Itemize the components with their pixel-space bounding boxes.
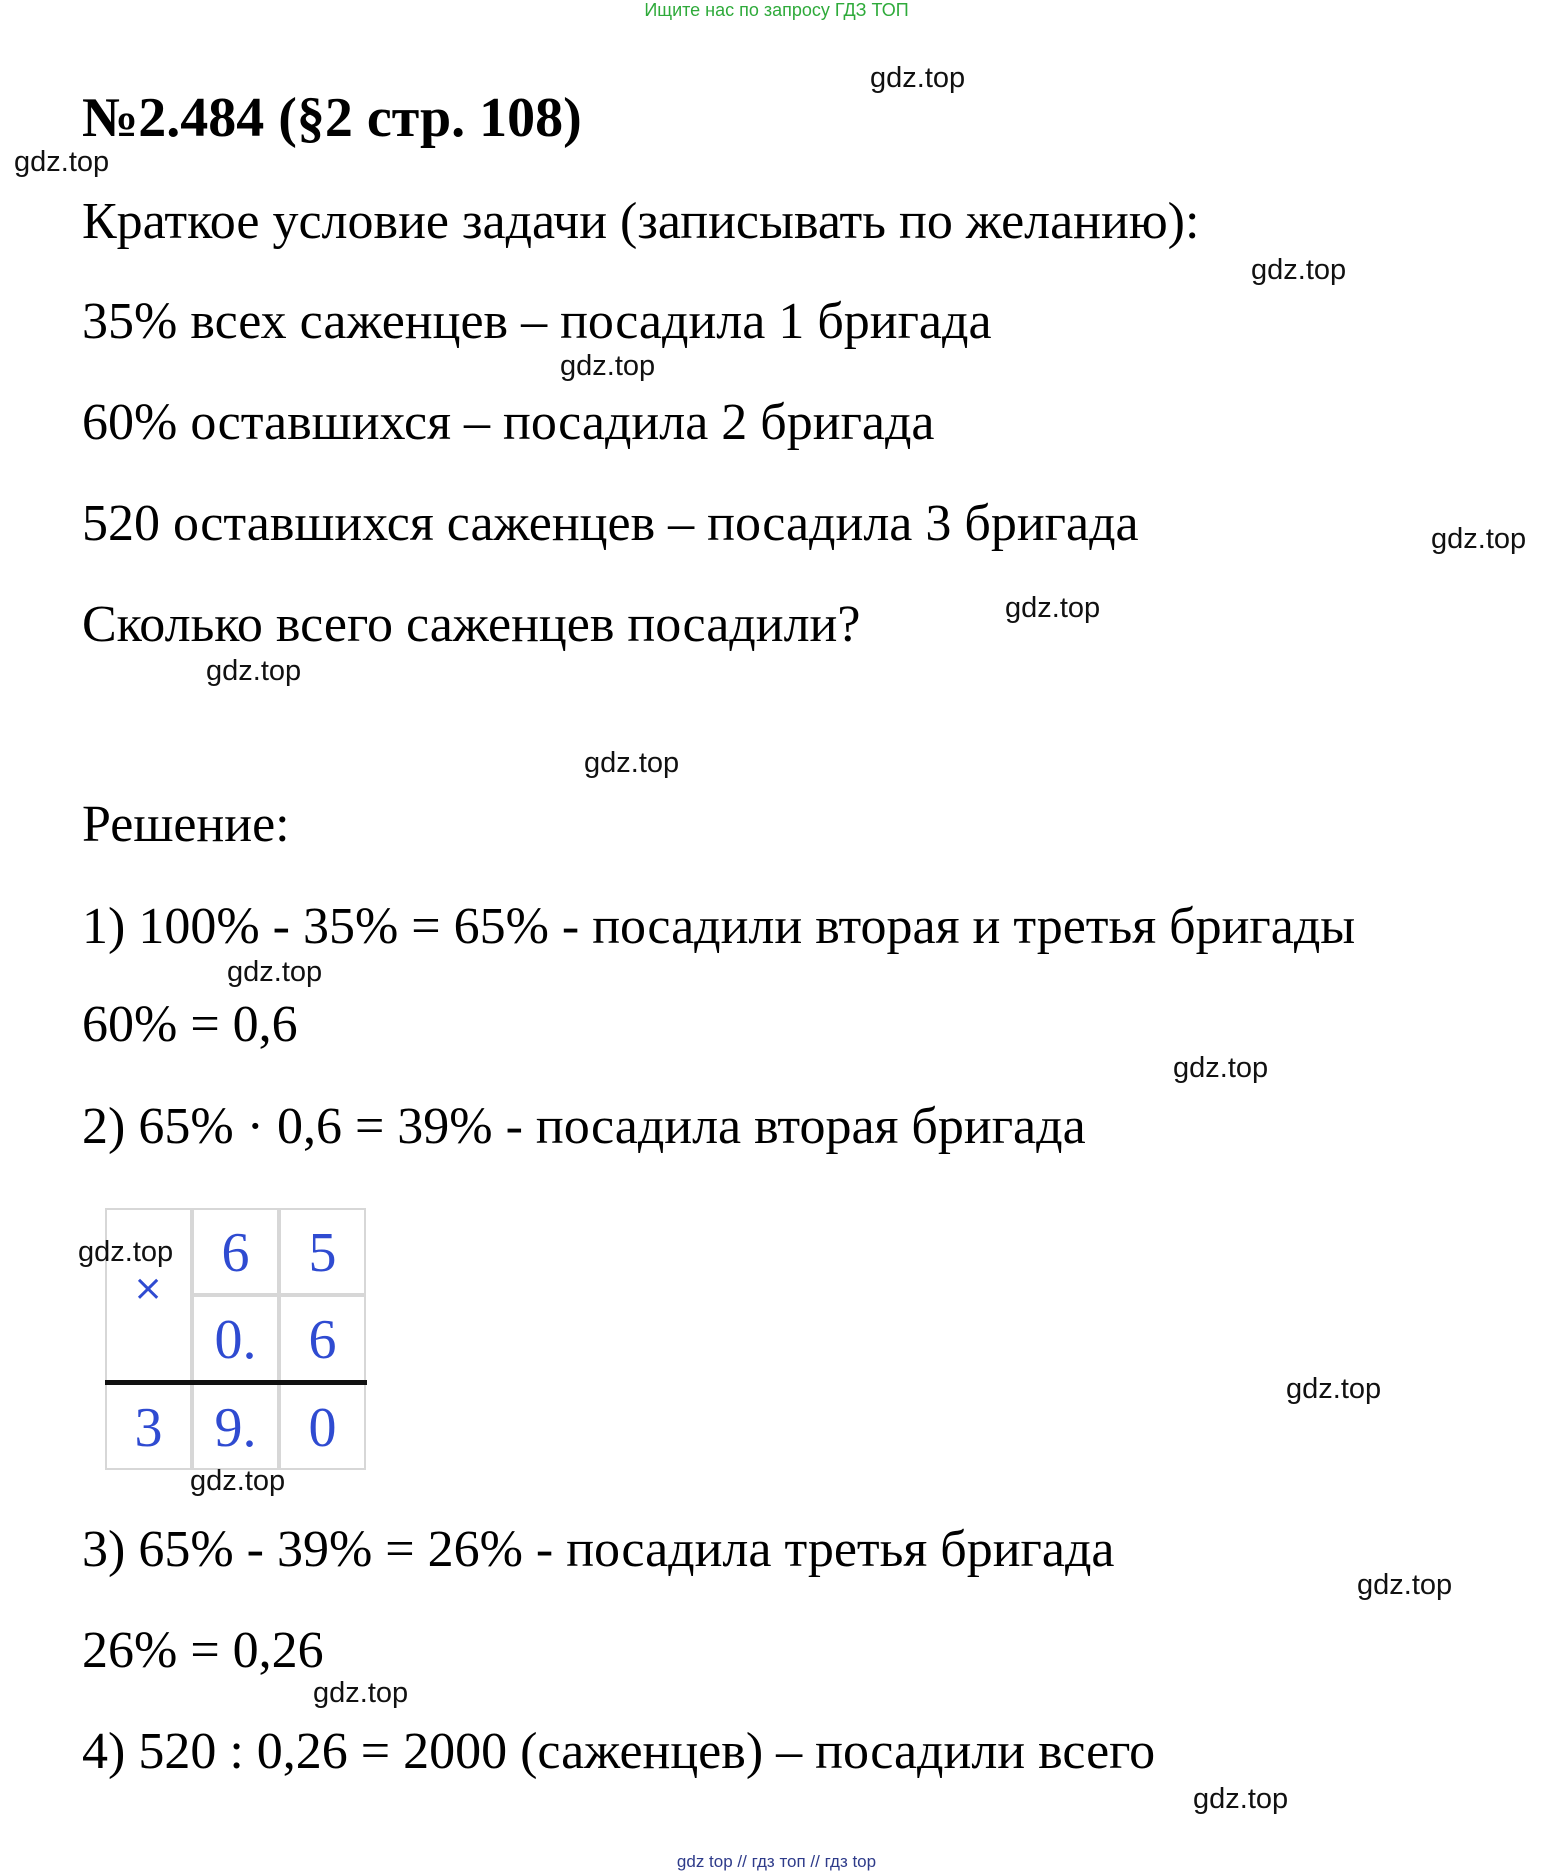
top-banner: Ищите нас по запросу ГДЗ ТОП [644, 0, 909, 20]
watermark-text: gdz.top [870, 62, 966, 94]
watermark-text: gdz.top [1173, 1052, 1269, 1084]
solution-step-2: 2) 65% · 0,6 = 39% - посадила вторая бригада [82, 1098, 1086, 1155]
watermark-text: gdz.top [14, 146, 110, 178]
watermark-text: gdz.top [1005, 592, 1101, 624]
bottom-banner: gdz top // гдз топ // гдз top [676, 1852, 877, 1871]
solution-step-3: 3) 65% - 39% = 26% - посадила третья бригада [82, 1521, 1115, 1578]
condition-line-1: 35% всех саженцев – посадила 1 бригада [82, 293, 992, 350]
condition-heading: Краткое условие задачи (записывать по желанию): [82, 193, 1200, 250]
result-rule-line [105, 1380, 367, 1385]
watermark-text: gdz.top [190, 1465, 286, 1497]
watermark-text: gdz.top [560, 350, 656, 382]
condition-question: Сколько всего саженцев посадили? [82, 596, 861, 653]
watermark-text: gdz.top [1357, 1569, 1453, 1601]
grid-cell-r3c1: 3 [105, 1383, 192, 1470]
watermark-text: gdz.top [313, 1677, 409, 1709]
watermark-text: gdz.top [78, 1236, 174, 1268]
grid-cell-r3c3: 0 [279, 1383, 366, 1470]
condition-line-3: 520 оставшихся саженцев – посадила 3 бригада [82, 495, 1139, 552]
watermark-text: gdz.top [1251, 254, 1347, 286]
watermark-text: gdz.top [584, 747, 680, 779]
solution-step-4: 4) 520 : 0,26 = 2000 (саженцев) – посадили всего [82, 1723, 1156, 1780]
grid-cell-r2c3: 6 [279, 1295, 366, 1382]
grid-cell-r3c2: 9. [192, 1383, 279, 1470]
watermark-text: gdz.top [206, 655, 302, 687]
watermark-text: gdz.top [1286, 1373, 1382, 1405]
watermark-text: gdz.top [227, 956, 323, 988]
condition-line-2: 60% оставшихся – посадила 2 бригада [82, 394, 935, 451]
grid-cell-r1c2: 6 [192, 1208, 279, 1295]
solution-step-1: 1) 100% - 35% = 65% - посадили вторая и третья бригады [82, 898, 1356, 955]
solution-step-conversion-2: 26% = 0,26 [82, 1622, 324, 1679]
grid-cell-r2c2: 0. [192, 1295, 279, 1382]
grid-cell-r1c3: 5 [279, 1208, 366, 1295]
watermark-text: gdz.top [1431, 523, 1527, 555]
multiply-sign-icon: × [133, 1268, 164, 1309]
watermark-text: gdz.top [1193, 1783, 1289, 1815]
solution-step-conversion-1: 60% = 0,6 [82, 996, 298, 1053]
solution-heading: Решение: [82, 796, 290, 853]
problem-title: №2.484 (§2 стр. 108) [82, 87, 582, 149]
